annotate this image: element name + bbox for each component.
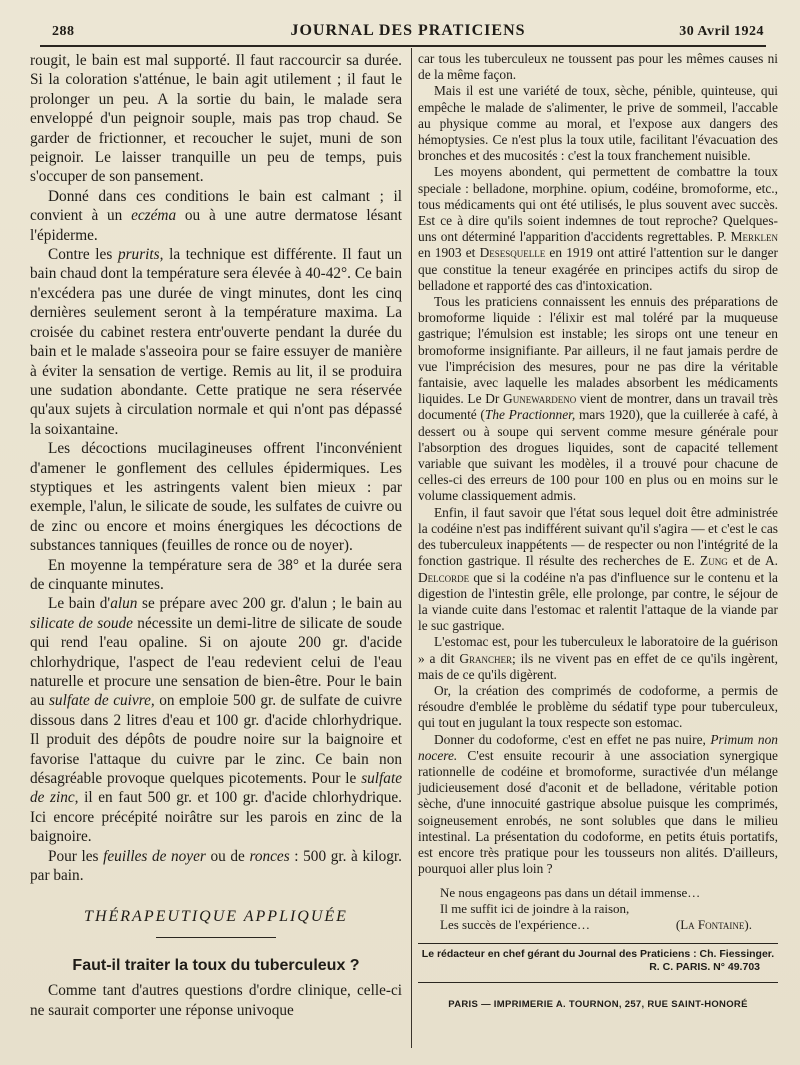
quote-line: Il me suffit ici de joindre à la raison,	[440, 901, 630, 917]
paragraph: En moyenne la température sera de 38° et la durée sera de cinquante minutes.	[30, 556, 402, 593]
paragraph: Mais il est une variété de toux, sèche, pénible, quinteuse, qui empêche le malade de s'alimenter, le prive de sommeil, l'accable au physique comme au moral, et l'expose aux dangers des hémoptysies. Ce n'est plus la toux utile, facilitant l'évacuation des bronches et des mucosités : c'est la toux franchement nuisible.	[418, 83, 778, 164]
paragraph: Or, la création des comprimés de codoforme, a permis de résoudre d'emblée le problème du sédatif type pour tuberculeux, qui tout en jugulant la toux respecte son estomac.	[418, 682, 778, 731]
quote-author: (La Fontaine).	[675, 917, 752, 933]
paragraph: Comme tant d'autres questions d'ordre clinique, celle-ci ne saurait comporter une réponse univoque	[30, 982, 402, 1019]
left-column	[30, 51, 402, 1020]
journal-title: JOURNAL DES PRATICIENS	[290, 22, 526, 39]
printer-rule	[418, 982, 778, 983]
quote-line: Ne nous engageons pas dans un détail immense…	[440, 885, 701, 901]
paragraph: Le bain d'alun se prépare avec 200 gr. d'alun ; le bain au silicate de soude nécessite un demi-litre de silicate de soude qui rend l'eau opaline. Si on ajoute 200 gr. d'acide chlorhydrique, l'aspect de l'eau redevient celui de l'eau naturelle et procure une sensation de bien-être. Pour le bain au sulfate de cuivre, on emploie 500 gr. de sulfate de cuivre dissous dans 2 litres d'eau et 100 gr. d'acide chlorhydrique. Il produit des dépôts de poudre noire sur la baignoire et favorise l'attaque du cuivre par le zinc. Ce bain non désagréable provoque quelques picotements. Pour le sulfate de zinc, il en faut 500 gr. et 100 gr. d'acide chlorhydrique. Ici encore précépité noirâtre sur les parois en zinc de la baignoire.	[30, 595, 403, 846]
verse-quote	[440, 885, 778, 933]
paragraph: Contre les prurits, la technique est différente. Il faut un bain chaud dont la température sera élevée à 40-42°. Ce bain n'excédera pas une durée de vingt minutes, dont les cinq dernières seulement seront à la température maxima. La croisée du cabinet restera entr'ouverte pendant la durée du bain et le malade s'asseoira pour se faire essuyer de manière à éviter la sensation de vertige. Remis au lit, il se produira une sudation abondante. Cette pratique ne sera réservée qu'aux sujets à circulation normale et qui n'ont pas dépassé la soixantaine.	[30, 246, 402, 438]
section-title: THÉRAPEUTIQUE APPLIQUÉE	[84, 908, 348, 926]
paragraph: rougit, le bain est mal supporté. Il faut raccourcir sa durée. Si la coloration s'atténue, le bain agit utilement ; il faut le prolonger un peu. A la sortie du bain, le malade sera enveloppé d'un peignoir souple, mais pas trop chaud. Se garder de frictionner, et recoucher le sujet, muni de son peignoir. Le laisser tranquille un peu de temps, puis s'occuper de son pansement.	[30, 52, 402, 186]
editor-credit: Le rédacteur en chef gérant du Journal des Praticiens : Ch. Fiessinger. R. C. PARIS. N° 49.703	[418, 948, 778, 974]
paragraph: Tous les praticiens connaissent les ennuis des préparations de bromoforme liquide : l'élixir est mal toléré par la muqueuse gastrique; l'émulsion est instable; les sirops ont une teneur en bromoforme insignifiante. Par ailleurs, il ne faut jamais perdre de vue l'imprécision des mesures, pour ne pas dire la véritable fantaisie, avec laquelle les malades absorbent les médicaments liquides. Le Dr Gunewardeno vient de montrer, dans un travail très documenté (The Practionner, mars 1920), que la cuillerée à café, à dessert ou à soupe qui servent comme mesure générale pour l'absorption des drogues liquides, sont de capacité tellement variable que suivant les modèles, il a trouvé pour chacune de celles-ci des erreurs de 100 pour 100 en plus ou en moins sur le volume classiquement admis.	[418, 294, 779, 504]
page-header	[52, 22, 764, 44]
header-rule	[40, 45, 766, 47]
paragraph: Pour les feuilles de noyer ou de ronces : 500 gr. à kilogr. par bain.	[30, 847, 402, 885]
paragraph: Enfin, il faut savoir que l'état sous lequel doit être administrée la codéine n'est pas indifférent suivant qu'il s'agira — et c'est le cas des tuberculeux inappétents — de respecter ou non l'intégrité de la fonction gastrique. Il résulte des recherches de E. Zung et de A. Delcorde que si la codéine n'a pas d'influence sur le contenu et la digestion de l'intestin grêle, elle prolonge, par contre, le séjour de la viande cuite dans l'estomac et ralentit l'attaque de la viande par le suc gastrique.	[418, 504, 778, 634]
right-column	[418, 51, 778, 1014]
footer-rule	[418, 943, 778, 944]
section-rule	[156, 937, 276, 938]
quote-line: Les succès de l'expérience… (La Fontaine).	[440, 917, 752, 933]
paragraph: Les moyens abondent, qui permettent de combattre la toux speciale : belladone, morphine. opium, codéine, bromoforme, etc., tous médicaments qui ont été utilisés, le plus souvent avec succès. Est ce à dire qu'ils soient indemnes de tout reproche? Quelques-uns ont déterminé l'apparition d'accidents regrettables. P. Merklen en 1903 et Desesquelle en 1919 ont attiré l'attention sur le danger que constitue la teneur exagérée en principes actifs du sirop de belladone et rapporté des cas d'intoxication.	[418, 164, 778, 293]
registration-number: R. C. PARIS. N° 49.703	[649, 961, 760, 974]
page-number: 288	[52, 24, 75, 39]
paragraph: L'estomac est, pour les tuberculeux le laboratoire de la guérison » a dit Grancher; ils ne vivent pas en effet de ce qu'ils ingèrent, mais de ce qu'ils digèrent.	[418, 634, 778, 682]
issue-date: 30 Avril 1924	[679, 24, 764, 39]
paragraph: Donné dans ces conditions le bain est calmant ; il convient à un eczéma ou à une autre dermatose lésant l'épiderme.	[30, 187, 403, 244]
article-title: Faut-il traiter la toux du tuberculeux ?	[72, 956, 360, 974]
paragraph: Donner du codoforme, c'est en effet ne pas nuire, Primum non nocere. C'est ensuite recourir à une association synergique rationnelle de codéine et bromoforme, suractivée d'un mélange judicieusement dosé d'aconit et de belladone, véritable potion sèche, d'une innocuité gastrique absolue puisque les comprimés, soigneusement enrobés, ne sont solubles que dans le milieu intestinal. La présentation du codoforme, en petits étuis portatifs, est encore très pratique pour les tousseurs non alités. D'ailleurs, pourquoi aller plus loin ?	[418, 731, 778, 877]
printer-credit: PARIS — IMPRIMERIE A. TOURNON, 257, RUE SAINT-HONORÉ	[448, 999, 748, 1011]
column-divider	[411, 48, 412, 1048]
paragraph: Les décoctions mucilagineuses offrent l'inconvénient d'amener le gonflement des cellules épidermiques. Les styptiques et les astringents valent bien mieux : par exemple, l'alun, le silicate de soude, les sulfates de cuivre ou de zinc ou encore et moins énergiques les décoctions de substances tanniques (feuilles de ronce ou de noyer).	[30, 440, 402, 555]
paragraph: car tous les tuberculeux ne toussent pas pour les mêmes causes ni de la même façon.	[418, 51, 778, 83]
